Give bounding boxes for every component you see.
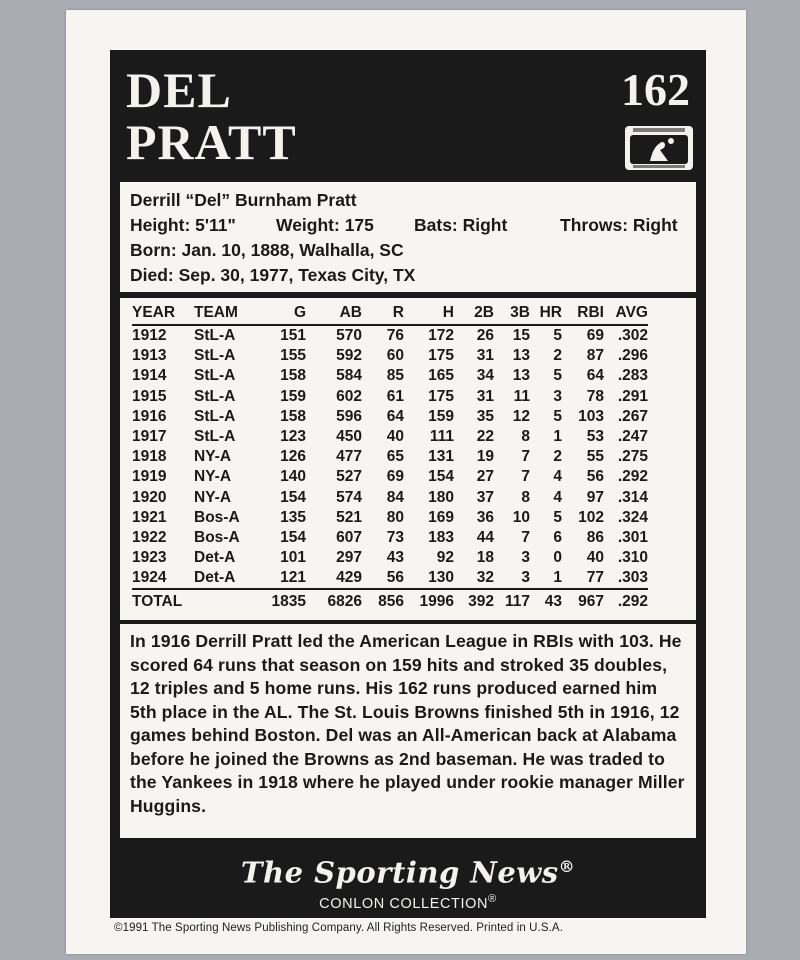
stat-rbi: 69 bbox=[586, 327, 604, 345]
stat-ab: 570 bbox=[336, 327, 362, 345]
collection-name: CONLON COLLECTION bbox=[319, 895, 489, 912]
conlon-collection bbox=[110, 890, 706, 913]
stat-g: 154 bbox=[280, 488, 306, 506]
stat-ab: 429 bbox=[336, 569, 362, 587]
stat-year: 1919 bbox=[132, 468, 167, 486]
stat-2b: 27 bbox=[476, 468, 494, 486]
stat-2b: 26 bbox=[476, 327, 494, 345]
stat-g: 151 bbox=[280, 327, 306, 345]
stat-3b: 13 bbox=[512, 347, 530, 365]
stat-team: Bos-A bbox=[194, 528, 240, 546]
stat-3b: 7 bbox=[521, 468, 530, 486]
header-team: TEAM bbox=[194, 302, 258, 325]
stats-row bbox=[132, 488, 648, 508]
total-label: TOTAL bbox=[132, 589, 194, 614]
stat-g: 158 bbox=[280, 367, 306, 385]
stat-r: 73 bbox=[386, 528, 404, 546]
stat-rbi: 53 bbox=[586, 428, 604, 446]
stats-row bbox=[132, 447, 648, 467]
stats-row bbox=[132, 528, 648, 548]
stat-r: 69 bbox=[386, 468, 404, 486]
stat-2b: 36 bbox=[476, 508, 494, 526]
stat-rbi: 86 bbox=[586, 528, 604, 546]
stat-3b: 3 bbox=[521, 549, 530, 567]
stats-body bbox=[132, 325, 648, 589]
stat-ab: 584 bbox=[336, 367, 362, 385]
stat-2b: 35 bbox=[476, 407, 494, 425]
header-g: G bbox=[258, 302, 306, 325]
stat-rbi: 87 bbox=[586, 347, 604, 365]
stat-hr: 5 bbox=[553, 508, 562, 526]
stat-r: 43 bbox=[386, 549, 404, 567]
stat-team: StL-A bbox=[194, 347, 236, 365]
stat-year: 1917 bbox=[132, 428, 167, 446]
stat-g: 140 bbox=[280, 468, 306, 486]
stat-avg: .310 bbox=[617, 549, 648, 567]
stat-year: 1920 bbox=[132, 488, 167, 506]
stat-rbi: 97 bbox=[586, 488, 604, 506]
stat-avg: .283 bbox=[617, 367, 648, 385]
stat-h: 183 bbox=[428, 528, 454, 546]
stats-row bbox=[132, 427, 648, 447]
stat-avg: .324 bbox=[617, 508, 648, 526]
stat-hr: 5 bbox=[553, 327, 562, 345]
stat-avg: .301 bbox=[617, 528, 648, 546]
stat-h: 165 bbox=[428, 367, 454, 385]
stat-hr: 0 bbox=[553, 549, 562, 567]
stat-2b: 44 bbox=[476, 528, 494, 546]
height: Height: 5'11" bbox=[130, 215, 236, 235]
stat-team: StL-A bbox=[194, 428, 236, 446]
stat-r: 80 bbox=[386, 508, 404, 526]
stat-g: 154 bbox=[280, 528, 306, 546]
stat-2b: 32 bbox=[476, 569, 494, 587]
total-3b: 117 bbox=[494, 589, 530, 614]
stat-rbi: 77 bbox=[586, 569, 604, 587]
physical-stats-row bbox=[130, 213, 696, 238]
stat-rbi: 64 bbox=[586, 367, 604, 385]
stat-2b: 31 bbox=[476, 347, 494, 365]
stat-avg: .247 bbox=[617, 428, 648, 446]
stats-row bbox=[132, 407, 648, 427]
header-hr: HR bbox=[530, 302, 562, 325]
stat-2b: 19 bbox=[476, 448, 494, 466]
stat-r: 60 bbox=[386, 347, 404, 365]
brand-block bbox=[110, 850, 706, 912]
total-r: 856 bbox=[362, 589, 404, 614]
stat-ab: 602 bbox=[336, 387, 362, 405]
stat-hr: 3 bbox=[553, 387, 562, 405]
stat-hr: 5 bbox=[553, 367, 562, 385]
stat-avg: .267 bbox=[617, 407, 648, 425]
stat-r: 76 bbox=[386, 327, 404, 345]
full-name: Derrill “Del” Burnham Pratt bbox=[130, 190, 357, 210]
stat-ab: 596 bbox=[336, 407, 362, 425]
bio-panel bbox=[120, 182, 696, 292]
stat-3b: 15 bbox=[512, 327, 530, 345]
stat-avg: .303 bbox=[617, 569, 648, 587]
stat-h: 130 bbox=[428, 569, 454, 587]
stat-team: Det-A bbox=[194, 549, 236, 567]
sporting-news-logo bbox=[110, 850, 706, 890]
stat-h: 169 bbox=[428, 508, 454, 526]
stat-avg: .291 bbox=[617, 387, 648, 405]
stat-r: 61 bbox=[386, 387, 404, 405]
stat-3b: 10 bbox=[512, 508, 530, 526]
stat-2b: 31 bbox=[476, 387, 494, 405]
stat-ab: 450 bbox=[336, 428, 362, 446]
stat-3b: 7 bbox=[521, 448, 530, 466]
stat-rbi: 78 bbox=[586, 387, 604, 405]
stat-hr: 2 bbox=[553, 347, 562, 365]
stat-hr: 4 bbox=[553, 468, 562, 486]
total-team bbox=[194, 589, 258, 614]
stat-g: 135 bbox=[280, 508, 306, 526]
header-year: YEAR bbox=[132, 302, 194, 325]
stat-year: 1912 bbox=[132, 327, 167, 345]
stat-ab: 297 bbox=[336, 549, 362, 567]
stat-r: 84 bbox=[386, 488, 404, 506]
stat-hr: 4 bbox=[553, 488, 562, 506]
stat-team: StL-A bbox=[194, 367, 236, 385]
player-name bbox=[126, 64, 297, 168]
stat-r: 85 bbox=[386, 367, 404, 385]
weight: Weight: 175 bbox=[276, 215, 374, 235]
stats-row bbox=[132, 387, 648, 407]
stat-3b: 13 bbox=[512, 367, 530, 385]
stat-ab: 477 bbox=[336, 448, 362, 466]
stat-h: 175 bbox=[428, 387, 454, 405]
total-hr: 43 bbox=[530, 589, 562, 614]
stat-g: 158 bbox=[280, 407, 306, 425]
stat-g: 121 bbox=[280, 569, 306, 587]
stat-hr: 5 bbox=[553, 407, 562, 425]
stat-h: 180 bbox=[428, 488, 454, 506]
stat-hr: 2 bbox=[553, 448, 562, 466]
stats-row bbox=[132, 568, 648, 589]
stat-rbi: 56 bbox=[586, 468, 604, 486]
stat-hr: 1 bbox=[553, 428, 562, 446]
stat-rbi: 55 bbox=[586, 448, 604, 466]
stat-avg: .292 bbox=[617, 468, 648, 486]
stat-r: 64 bbox=[386, 407, 404, 425]
died: Died: Sep. 30, 1977, Texas City, TX bbox=[130, 265, 416, 285]
stats-row bbox=[132, 548, 648, 568]
stat-r: 56 bbox=[386, 569, 404, 587]
total-g: 1835 bbox=[258, 589, 306, 614]
stat-year: 1923 bbox=[132, 549, 167, 567]
stat-3b: 12 bbox=[512, 407, 530, 425]
stat-rbi: 40 bbox=[586, 549, 604, 567]
stat-h: 172 bbox=[428, 327, 454, 345]
total-rbi: 967 bbox=[562, 589, 604, 614]
card-number: 162 bbox=[621, 64, 690, 115]
header-3b: 3B bbox=[494, 302, 530, 325]
stat-r: 65 bbox=[386, 448, 404, 466]
stat-rbi: 103 bbox=[578, 407, 604, 425]
brand-name: The Sporting News bbox=[240, 855, 559, 890]
career-story: In 1916 Derrill Pratt led the American League in RBIs with 103. He scored 64 runs that season on 159 hits and stroked 35 doubles, 12 triples and 5 home runs. His 162 runs produced earned him 5th place in the AL. The St. Louis Browns finished 5th in 1916, 12 games behind Boston. Del was an All-American back at Alabama before he joined the Browns as 2nd baseman. He was traded to the Yankees in 1918 where he played under rookie manager Miller Huggins. bbox=[120, 624, 696, 838]
header-2b: 2B bbox=[454, 302, 494, 325]
stats-row bbox=[132, 346, 648, 366]
stats-total-row bbox=[132, 589, 648, 614]
stat-3b: 11 bbox=[513, 387, 530, 405]
stat-year: 1915 bbox=[132, 387, 167, 405]
stat-rbi: 102 bbox=[578, 508, 604, 526]
copyright-notice: ©1991 The Sporting News Publishing Company. All Rights Reserved. Printed in U.S.A. bbox=[114, 922, 563, 934]
stat-h: 159 bbox=[428, 407, 454, 425]
stat-year: 1924 bbox=[132, 569, 167, 587]
stat-ab: 527 bbox=[336, 468, 362, 486]
stat-ab: 521 bbox=[336, 508, 362, 526]
stat-r: 40 bbox=[386, 428, 404, 446]
header-h: H bbox=[404, 302, 454, 325]
stat-avg: .275 bbox=[617, 448, 648, 466]
stat-3b: 8 bbox=[521, 488, 530, 506]
stats-row bbox=[132, 366, 648, 386]
player-name-line1: DEL bbox=[126, 62, 232, 118]
stat-g: 159 bbox=[280, 387, 306, 405]
stat-team: NY-A bbox=[194, 448, 232, 466]
baseball-card bbox=[66, 10, 746, 954]
header-ab: AB bbox=[306, 302, 362, 325]
stat-team: NY-A bbox=[194, 488, 232, 506]
stat-year: 1913 bbox=[132, 347, 167, 365]
bats: Bats: Right bbox=[414, 215, 508, 235]
stat-ab: 592 bbox=[336, 347, 362, 365]
player-name-line2: PRATT bbox=[126, 114, 297, 170]
stat-h: 154 bbox=[428, 468, 454, 486]
stat-avg: .314 bbox=[617, 488, 648, 506]
stat-h: 131 bbox=[428, 448, 454, 466]
header-r: R bbox=[362, 302, 404, 325]
stats-row bbox=[132, 467, 648, 487]
mlb-logo-icon bbox=[624, 125, 694, 171]
stat-2b: 34 bbox=[476, 367, 494, 385]
throws: Throws: Right bbox=[560, 215, 678, 235]
stat-3b: 7 bbox=[521, 528, 530, 546]
total-ab: 6826 bbox=[306, 589, 362, 614]
stat-avg: .302 bbox=[617, 327, 648, 345]
total-2b: 392 bbox=[454, 589, 494, 614]
stat-team: StL-A bbox=[194, 327, 236, 345]
stats-table bbox=[132, 302, 648, 614]
header-avg: AVG bbox=[604, 302, 648, 325]
stat-g: 155 bbox=[280, 347, 306, 365]
stat-2b: 18 bbox=[476, 549, 494, 567]
stat-2b: 37 bbox=[476, 488, 494, 506]
stat-h: 175 bbox=[428, 347, 454, 365]
stat-hr: 6 bbox=[553, 528, 562, 546]
stat-ab: 607 bbox=[336, 528, 362, 546]
total-h: 1996 bbox=[404, 589, 454, 614]
stat-3b: 8 bbox=[521, 428, 530, 446]
stat-team: StL-A bbox=[194, 387, 236, 405]
stat-g: 126 bbox=[280, 448, 306, 466]
total-avg: .292 bbox=[604, 589, 648, 614]
born: Born: Jan. 10, 1888, Walhalla, SC bbox=[130, 240, 404, 260]
stat-g: 123 bbox=[280, 428, 306, 446]
stat-year: 1918 bbox=[132, 448, 167, 466]
stat-team: Det-A bbox=[194, 569, 236, 587]
card-frame bbox=[110, 50, 706, 918]
stat-h: 92 bbox=[436, 549, 454, 567]
stat-hr: 1 bbox=[553, 569, 562, 587]
stat-2b: 22 bbox=[476, 428, 494, 446]
stats-row bbox=[132, 325, 648, 346]
stats-panel bbox=[120, 298, 696, 620]
stat-year: 1916 bbox=[132, 407, 167, 425]
stat-h: 111 bbox=[429, 428, 454, 446]
stat-ab: 574 bbox=[336, 488, 362, 506]
stat-team: NY-A bbox=[194, 468, 232, 486]
stat-team: StL-A bbox=[194, 407, 236, 425]
stat-year: 1914 bbox=[132, 367, 167, 385]
collection-reg-mark: ® bbox=[488, 892, 497, 905]
stat-g: 101 bbox=[280, 549, 306, 567]
stat-3b: 3 bbox=[521, 569, 530, 587]
stat-avg: .296 bbox=[617, 347, 648, 365]
stat-year: 1922 bbox=[132, 528, 167, 546]
stat-team: Bos-A bbox=[194, 508, 240, 526]
stat-year: 1921 bbox=[132, 508, 167, 526]
header-rbi: RBI bbox=[562, 302, 604, 325]
stats-header-row bbox=[132, 302, 648, 325]
stats-row bbox=[132, 508, 648, 528]
brand-reg-mark: ® bbox=[558, 857, 576, 876]
